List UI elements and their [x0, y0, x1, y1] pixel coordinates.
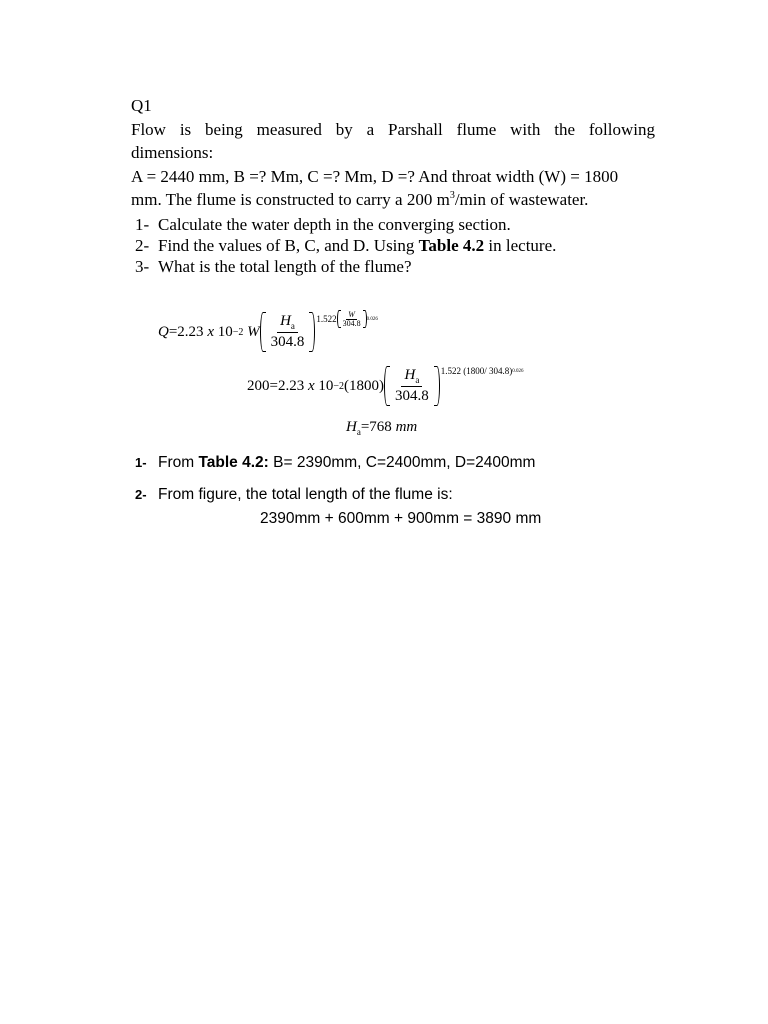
question-dimensions: A = 2440 mm, B =? Mm, C =? Mm, D =? And throat width (W) = 1800: [131, 166, 619, 186]
answer-2-result: 2390mm + 600mm + 900mm = 3890 mm: [260, 510, 542, 527]
equation-substituted: 200 =2.23 x 10 −2 (1800) $\frac{H_a}{304.8}$ 1.522 (1800/ 304.8) 0.026: [247, 366, 524, 404]
equation-result: $H_a=768$ mm: [346, 419, 418, 437]
question-intro-line2: dimensions:: [131, 143, 214, 162]
question-flow-line: mm. The flume is constructed to carry a 200 $m^3/\min$ of wastewater.: [131, 190, 589, 209]
list-item: 1- Calculate the water depth in the converging section.: [135, 214, 511, 234]
question-intro-line1: Flow is being measured by a Parshall flume with the following: [131, 119, 655, 139]
question-label: Q1: [131, 96, 152, 115]
question-block: [131, 94, 655, 277]
list-item: 2- Find the values of B, C, and D. Using Table 4.2 in lecture.: [135, 235, 557, 255]
question-items: [131, 214, 655, 277]
answer-1: 1- From Table 4.2: B= 2390mm, C=2400mm, D=2400mm: [135, 454, 536, 471]
list-item: 3- What is the total length of the flume?: [135, 256, 412, 276]
answer-2: 2- From figure, the total length of the flume is:: [135, 486, 453, 503]
equation-general: Q =2.23 x 10 −2 W $\frac{H_a}{304.8}$ 1.522 W 304.8 0.026: [158, 309, 378, 350]
